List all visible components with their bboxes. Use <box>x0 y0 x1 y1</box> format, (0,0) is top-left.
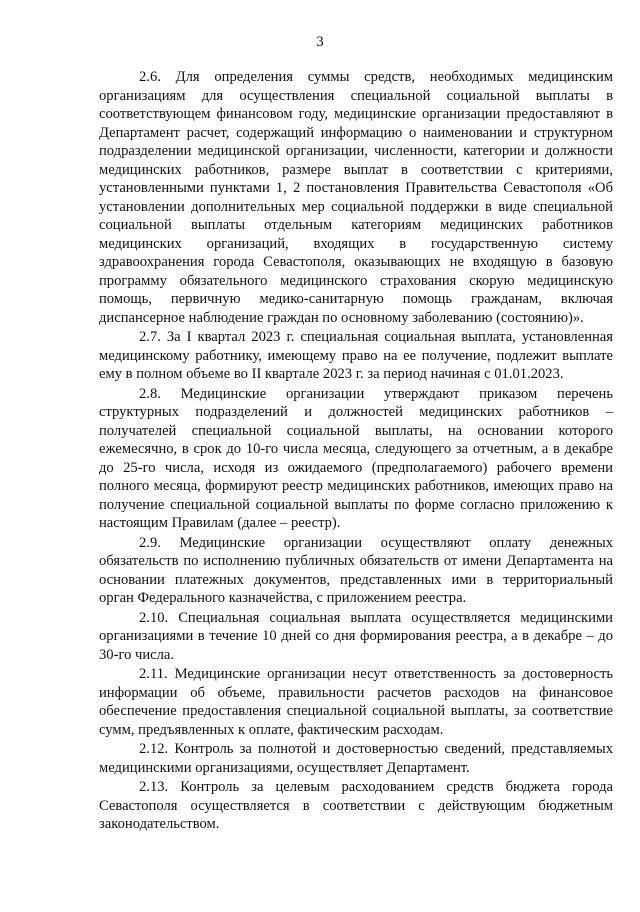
paragraph-2-12: 2.12. Контроль за полнотой и достоверностью сведений, представляемых медицинскими организациями, осуществляет Департамент. <box>99 741 613 776</box>
paragraph-2-6: 2.6. Для определения суммы средств, необходимых медицинским организациям для осуществления специальной социальной выплаты в соответствующем финансовом году, медицинские организации предоставляют в Департамент расчет, содержащий информацию о наименовании и структурном подразделении медицинской организации, численности, категории и должности медицинских работников, размере выплат в соответствии с критериями, установленными пунктами 1, 2 постановления Правительства Севастополя «Об установлении дополнительных мер социальной поддержки в виде специальной социальной выплаты отдельным категориям медицинских работников медицинских организаций, входящих в государственную систему здравоохранения города Севастополя, оказывающих не входящую в базовую программу обязательного медицинского страхования скорую медицинскую помощь, первичную медико-санитарную помощь гражданам, включая диспансерное наблюдение граждан по основному заболеванию (состоянию)». <box>99 69 613 326</box>
paragraph-2-10: 2.10. Специальная социальная выплата осуществляется медицинскими организациями в течение 10 дней со дня формирования реестра, а в декабре – до 30-го числа. <box>99 609 613 663</box>
paragraph-2-11: 2.11. Медицинские организации несут ответственность за достоверность информации об объеме, правильности расчетов расходов на финансовое обеспечение предоставления специальной социальной выплаты, за соответствие сумм, предъявленных к оплате, фактическим расходам. <box>99 666 613 738</box>
page-number: 3 <box>316 34 324 50</box>
paragraph-2-13: 2.13. Контроль за целевым расходованием средств бюджета города Севастополя осуществляется в соответствии с действующим бюджетным законодательством. <box>99 779 613 832</box>
paragraph-2-8: 2.8. Медицинские организации утверждают приказом перечень структурных подразделений и должностей медицинских работников – получателей специальной социальной выплаты, на основании которого ежемесячно, в срок до 10-го числа месяца, следующего за отчетным, а в декабре до 25-го числа, исходя из ожидаемого (предполагаемого) рабочего времени полного месяца, формируют реестр медицинских работников, имеющих право на получение специальной социальной выплаты по форме согласно приложению к настоящим Правилам (далее – реестр). <box>99 385 613 531</box>
paragraph-2-9: 2.9. Медицинские организации осуществляют оплату денежных обязательств по исполнению публичных обязательств от имени Департамента на основании платежных документов, представленных ими в территориальный орган Федерального казначейства, с приложением реестра. <box>99 534 613 606</box>
paragraph-2-7: 2.7. За I квартал 2023 г. специальная социальная выплата, установленная медицинскому работнику, имеющему право на ее получение, подлежит выплате ему в полном объеме во II квартале 2023 г. за период начиная с 01.01.2023. <box>99 329 613 382</box>
document-body <box>99 68 613 834</box>
